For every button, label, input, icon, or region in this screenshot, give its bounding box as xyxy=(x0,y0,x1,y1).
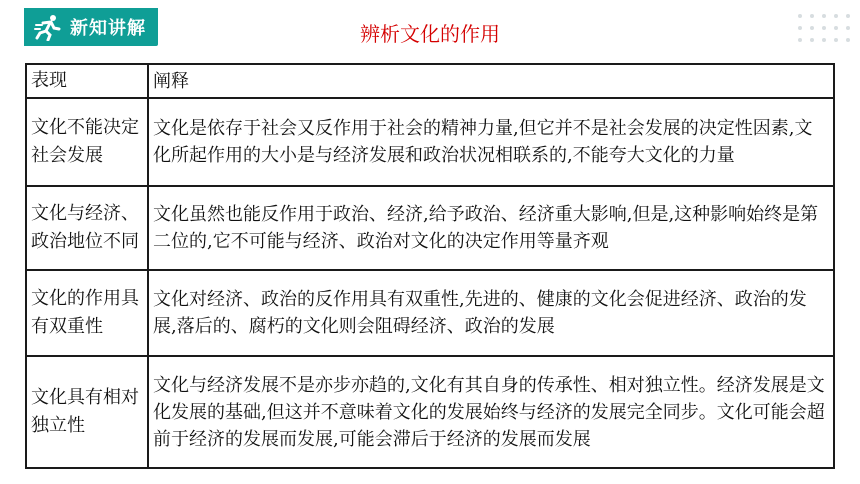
row-topic: 文化的作用具有双重性 xyxy=(26,270,148,356)
row-topic: 文化与经济、政治地位不同 xyxy=(26,186,148,270)
row-topic: 文化具有相对独立性 xyxy=(26,356,148,468)
row-topic: 文化不能决定社会发展 xyxy=(26,98,148,186)
row-explanation: 文化是依存于社会又反作用于社会的精神力量,但它并不是社会发展的决定性因素,文化所起作用的大小是与经济发展和政治状况相联系的,不能夸大文化的力量 xyxy=(148,98,834,186)
dot-grid-icon xyxy=(796,10,852,50)
row-explanation: 文化对经济、政治的反作用具有双重性,先进的、健康的文化会促进经济、政治的发展,落后的、腐朽的文化则会阻碍经济、政治的发展 xyxy=(148,270,834,356)
comparison-table xyxy=(25,63,835,462)
badge-label: 新知讲解 xyxy=(70,18,146,39)
table-header-row xyxy=(26,64,834,98)
page-title: 辨析文化的作用 xyxy=(360,22,500,46)
column-header: 阐释 xyxy=(148,64,834,98)
table-row xyxy=(26,270,834,356)
column-header: 表现 xyxy=(26,64,148,98)
row-explanation: 文化虽然也能反作用于政治、经济,给予政治、经济重大影响,但是,这种影响始终是第二位的,它不可能与经济、政治对文化的决定作用等量齐观 xyxy=(148,186,834,270)
table-row xyxy=(26,186,834,270)
table-row xyxy=(26,356,834,468)
row-explanation: 文化与经济发展不是亦步亦趋的,文化有其自身的传承性、相对独立性。经济发展是文化发展的基础,但这并不意味着文化的发展始终与经济的发展完全同步。文化可能会超前于经济的发展而发展,可能会滞后于经济的发展而发展 xyxy=(148,356,834,468)
table-row xyxy=(26,98,834,186)
